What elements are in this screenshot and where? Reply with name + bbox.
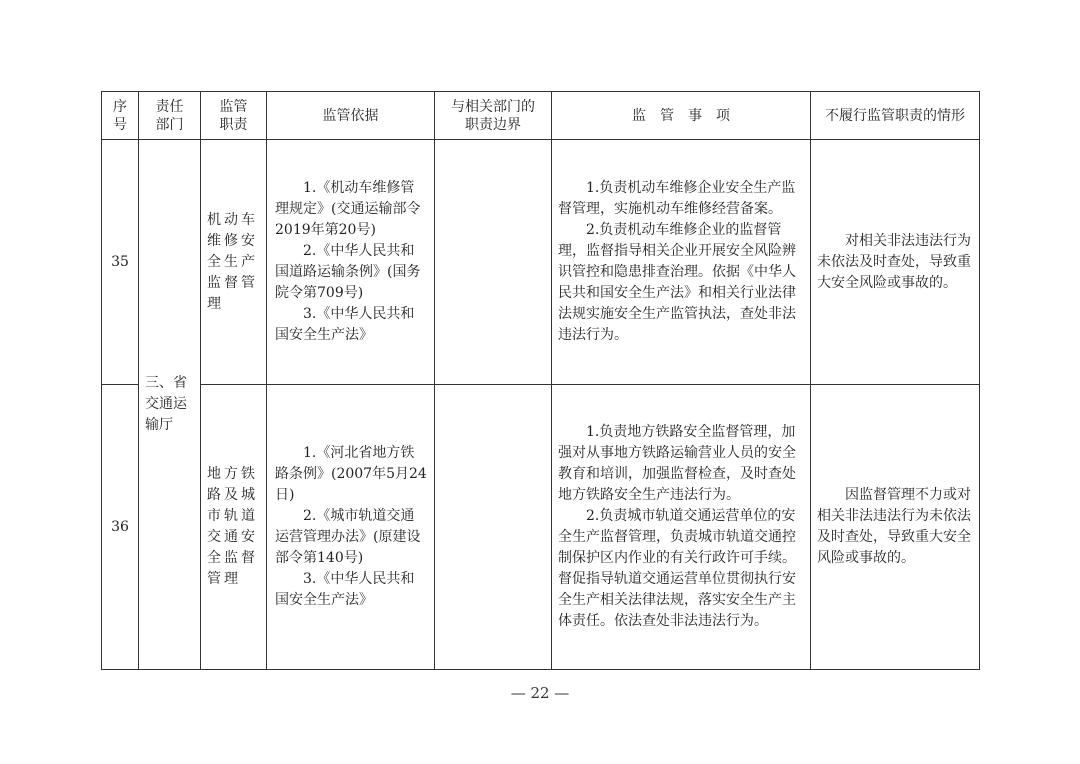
header-duty: 监管 职责 [201, 92, 267, 140]
header-row [102, 92, 980, 140]
supervision-matters [552, 140, 811, 385]
failure-situation [811, 385, 980, 670]
table-row [102, 385, 980, 670]
header-matters: 监 管 事 项 [552, 92, 811, 140]
basis-item: 1.《机动车维修管理规定》(交通运输部令2019年第20号) [275, 180, 421, 238]
basis-item: 1.《河北省地方铁路条例》(2007年5月24日) [275, 445, 427, 503]
supervision-matters [552, 385, 811, 670]
matter-item: 2.负责城市轨道交通运营单位的安全生产监督管理，负责城市轨道交通控制保护区内作业的有关行政许可手续。督促指导轨道交通运营单位贯彻执行安全生产相关法律法规，落实安全生产主体责任。依法查处非法违法行为。 [558, 508, 796, 629]
table-row [102, 140, 980, 385]
header-serial: 序 号 [102, 92, 139, 140]
failure-text: 对相关非法违法行为未依法及时查处，导致重大安全风险或事故的。 [817, 232, 971, 291]
header-basis: 监管依据 [267, 92, 435, 140]
failure-text: 因监督管理不力或对相关非法违法行为未依法及时查处，导致重大安全风险或事故的。 [817, 487, 971, 566]
failure-situation [811, 140, 980, 385]
boundary-cell [435, 385, 552, 670]
row-number: 35 [102, 140, 139, 385]
responsible-department [139, 140, 201, 670]
supervision-basis [267, 385, 435, 670]
basis-item: 3.《中华人民共和国安全生产法》 [275, 571, 415, 608]
basis-item: 3.《中华人民共和国安全生产法》 [275, 306, 415, 343]
row-number: 36 [102, 385, 139, 670]
department-text: 三、省交通运输厅 [145, 375, 187, 433]
header-boundary: 与相关部门的 职责边界 [435, 92, 552, 140]
matter-item: 1.负责地方铁路安全监督管理，加强对从事地方铁路运输营业人员的安全教育和培训，加强监督检查，及时查处地方铁路安全生产违法行为。 [558, 424, 796, 503]
header-failure: 不履行监管职责的情形 [811, 92, 980, 140]
basis-item: 2.《中华人民共和国道路运输条例》(国务院令第709号) [275, 243, 421, 301]
duty-table [101, 91, 980, 670]
supervision-basis [267, 140, 435, 385]
matter-item: 1.负责机动车维修企业安全生产监督管理，实施机动车维修经营备案。 [558, 180, 796, 217]
boundary-cell [435, 140, 552, 385]
supervision-duty: 地方铁路及城市轨道交通安全监督管理 [201, 385, 267, 670]
basis-item: 2.《城市轨道交通运营管理办法》(原建设部令第140号) [275, 508, 421, 566]
supervision-duty: 机动车维修安全生产监督管理 [201, 140, 267, 385]
matter-item: 2.负责机动车维修企业的监督管理，监督指导相关企业开展安全风险辨识管控和隐患排查治理。依据《中华人民共和国安全生产法》和相关行业法律法规实施安全生产监管执法，查处非法违法行为。 [558, 222, 796, 343]
header-department: 责任 部门 [139, 92, 201, 140]
page-number: — 22 — [510, 684, 570, 702]
